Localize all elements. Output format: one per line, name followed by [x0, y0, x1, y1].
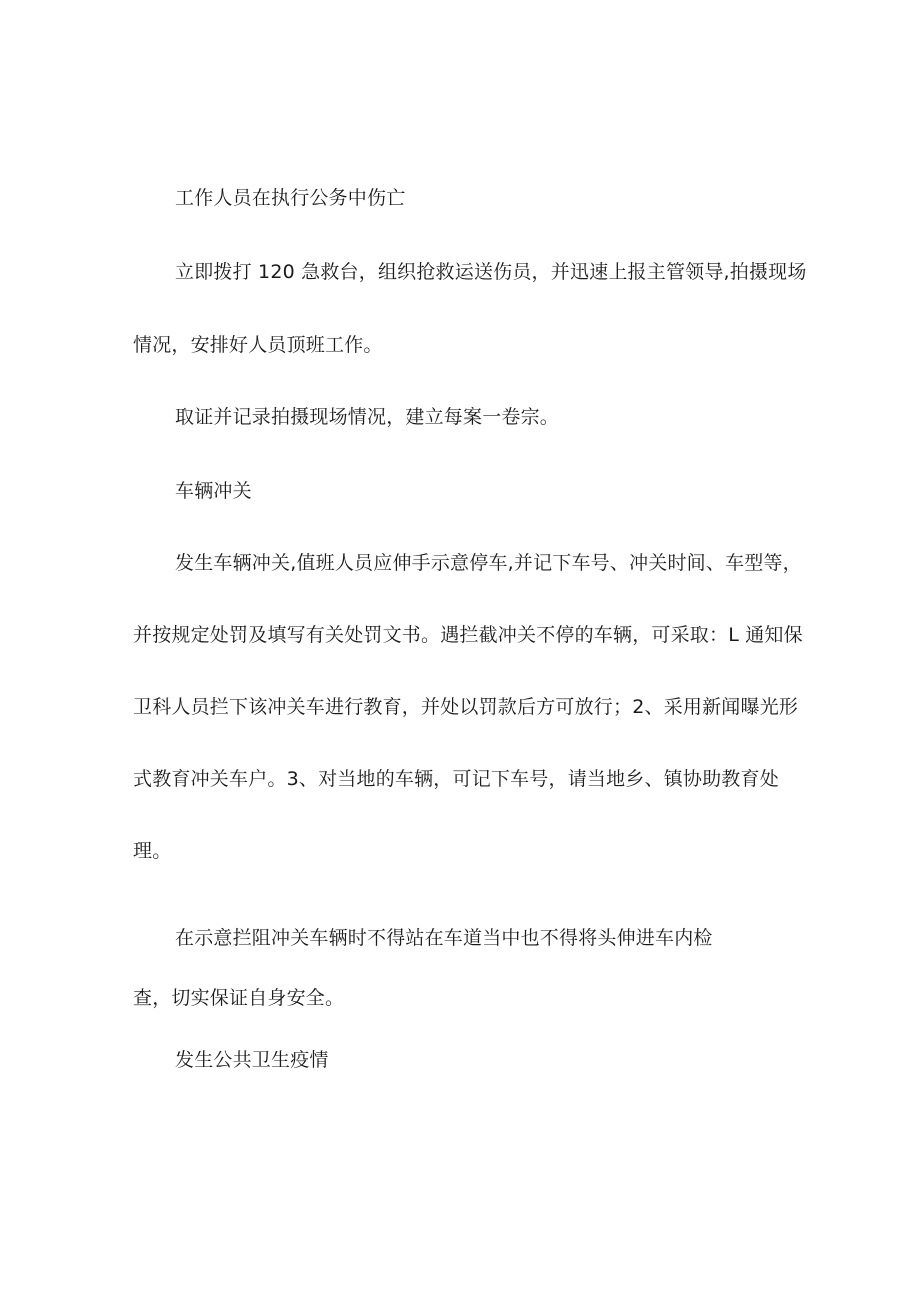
paragraph-line: 并按规定处罚及填写有关处罚文书。遇拦截冲关不停的车辆，可采取：L 通知保	[133, 624, 803, 646]
paragraph-line: 查，切实保证自身安全。	[133, 987, 345, 1009]
section-heading-casualty: 工作人员在执行公务中伤亡	[175, 187, 406, 209]
paragraph-line: 卫科人员拦下该冲关车进行教育，并处以罚款后方可放行；2、采用新闻曝光形	[133, 696, 799, 718]
paragraph-line: 发生车辆冲关,值班人员应伸手示意停车,并记下车号、冲关时间、车型等，	[175, 552, 802, 574]
paragraph-line: 情况，安排好人员顶班工作。	[133, 334, 383, 356]
paragraph-line: 在示意拦阻冲关车辆时不得站在车道当中也不得将头伸进车内检	[175, 927, 713, 949]
paragraph-line: 式教育冲关车户。3、对当地的车辆，可记下车号，请当地乡、镇协助教育处	[133, 768, 779, 790]
paragraph-line: 理。	[133, 840, 172, 862]
section-heading-vehicle-rush: 车辆冲关	[175, 480, 252, 502]
paragraph-line: 立即拨打 120 急救台，组织抢救运送伤员，并迅速上报主管领导,拍摄现场	[175, 261, 807, 283]
section-heading-public-health: 发生公共卫生疫情	[175, 1049, 329, 1071]
paragraph-line: 取证并记录拍摄现场情况，建立每案一卷宗。	[175, 406, 560, 428]
